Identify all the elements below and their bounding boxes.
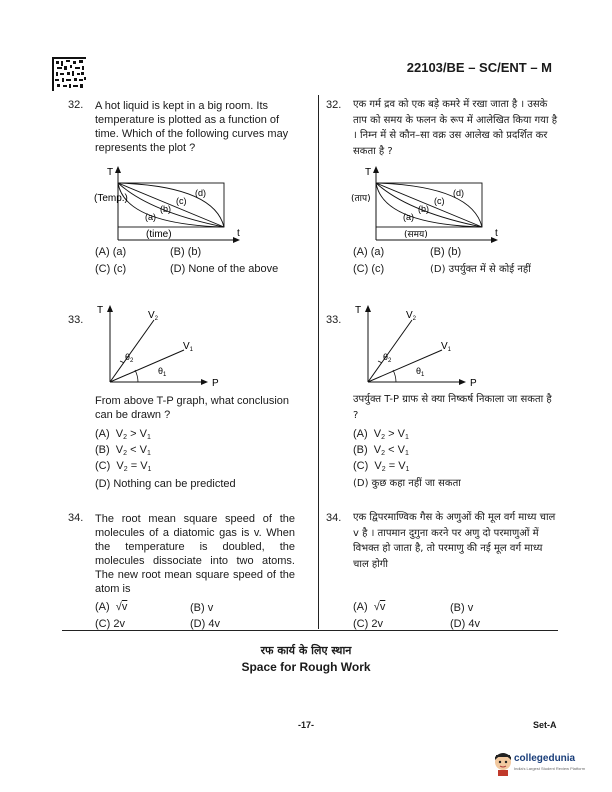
xlabel: (time) [146,229,172,240]
q33-option-d-hi[interactable]: (D) कुछ कहा नहीं जा सकता [353,478,461,489]
q34-option-d-en[interactable]: (D) 4v [190,618,220,630]
ylabel: (ताप) [351,194,371,204]
q33-graph-hi [346,300,496,392]
theta2-label: $\theta_2$ [383,352,392,364]
curve-d-label: (d) [195,188,206,198]
q33-option-b-en[interactable]: (B) $V_2 < V_1$ [95,444,151,457]
q32-text-hi: एक गर्म द्रव को एक बड़े कमरे में रखा जाता है । उसके ताप को समय के फलन के रूप में आलेखित किया गया है । निम्न में से कौन–सा वक्र उस आलेख को प्रदर्शित कर सकता है ? [353,99,558,157]
curve-b-label: (b) [160,204,171,214]
q34-number-en: 34. [68,512,84,524]
q33-number-hi: 33. [326,314,342,326]
xlabel: (समय) [404,230,428,240]
angle-arc-1 [393,370,396,382]
qr-code-icon [52,57,86,91]
q34-number-hi: 34. [326,512,342,524]
q32-text-en: A hot liquid is kept in a big room. Its temperature is plotted as a function of time. Which of the following curves may represents the plot ? [95,100,289,154]
q32-option-b-hi[interactable]: (B) (b) [430,246,462,258]
theta2-label: $\theta_2$ [125,352,134,364]
theta1-label: $\theta_1$ [416,366,425,378]
page-number: -17- [297,720,314,730]
q33-option-a-hi[interactable]: (A) $V_2 > V_1$ [353,428,409,441]
q32-option-d-en[interactable]: (D) None of the above [170,263,279,275]
q32-option-d-hi[interactable]: (D) उपर्युक्त में से कोई नहीं [430,264,531,275]
y-axis-label: T [365,167,372,178]
curve-c [376,183,482,227]
q34-option-b-hi[interactable]: (B) v [450,602,474,614]
q32-option-c-en[interactable]: (C) (c) [95,263,127,275]
y-axis-label: T [97,305,104,316]
q32-option-b-en[interactable]: (B) (b) [170,246,202,258]
q33-option-c-en[interactable]: (C) $V_2 = V_1$ [95,460,152,473]
v1-label: $V_1$ [183,341,194,353]
angle-arc-2 [120,361,124,363]
rough-work-label-hi: रफ कार्य के लिए स्थान [260,644,352,657]
q32-option-a-hi[interactable]: (A) (a) [353,246,385,258]
x-arrow-icon [201,379,208,385]
x-arrow-icon [459,379,466,385]
ylabel: (Temp.) [94,193,128,204]
q34-option-c-hi[interactable]: (C) 2v [353,618,383,630]
q34-option-d-hi[interactable]: (D) 4v [450,618,480,630]
q34-option-a-hi[interactable]: (A) √v [353,601,386,613]
column-divider [318,95,319,629]
set-label: Set-A [533,720,557,730]
v2-label: $V_2$ [406,310,417,322]
q32-option-c-hi[interactable]: (C) (c) [353,263,385,275]
q34-option-b-en[interactable]: (B) v [190,602,214,614]
x-axis-label: P [212,378,219,389]
curve-c-label: (c) [176,196,187,206]
rough-work-label-en: Space for Rough Work [241,660,371,674]
x-axis-label: t [495,228,498,239]
q33-text-en: From above T-P graph, what conclusion can be drawn ? [95,395,290,421]
y-arrow-icon [107,305,113,312]
curve-b-label: (b) [418,204,429,214]
q33-option-a-en[interactable]: (A) $V_2 > V_1$ [95,428,151,441]
paper-code: 22103/BE – SC/ENT – M [406,60,552,75]
x-axis-label: t [237,228,240,239]
collegedunia-mascot-icon [493,751,513,777]
y-axis-label: T [107,167,114,178]
q33-text-hi: उपर्युक्त T-P ग्राफ से क्या निष्कर्ष निकाला जा सकता है ? [353,394,552,421]
v2-label: $V_2$ [148,310,159,322]
curve-d-label: (d) [453,188,464,198]
curve-c-label: (c) [434,196,445,206]
curve-a-label: (a) [403,212,414,222]
q33-option-d-en[interactable]: (D) Nothing can be predicted [95,478,236,490]
q34-text-hi: एक द्विपरमाण्विक गैस के अणुओं की मूल वर्ग माध्य चाल v है । तापमान दुगुना करने पर अणु दो परमाणुओं में विभक्त हो जाता है, तो परमाणु की नई मूल वर्ग माध्य चाल होगी [353,512,556,570]
q32-number-hi: 32. [326,99,342,111]
bottom-divider [62,630,558,631]
y-arrow-icon [373,166,379,173]
y-axis-label: T [355,305,362,316]
angle-arc-2 [378,361,382,363]
q32-graph-en [90,164,250,246]
q32-number-en: 32. [68,99,84,111]
q34-option-c-en[interactable]: (C) 2v [95,618,125,630]
q34-option-a-en[interactable]: (A) √v [95,601,128,613]
curve-a-label: (a) [145,212,156,222]
q33-option-c-hi[interactable]: (C) $V_2 = V_1$ [353,460,410,473]
q33-graph-en [88,300,238,392]
collegedunia-tagline: India's Largest Student Review Platform [514,766,586,771]
q33-option-b-hi[interactable]: (B) $V_2 < V_1$ [353,444,409,457]
q32-graph-hi [348,164,508,246]
q32-option-a-en[interactable]: (A) (a) [95,246,127,258]
curve-c [118,183,224,227]
y-arrow-icon [115,166,121,173]
q34-text-en: The root mean square speed of the molecules of a diatomic gas is v. When the temperature is doubled, the molecules dissociate into two atoms. The new root mean square speed of the atom is [95,513,295,595]
angle-arc-1 [135,370,138,382]
collegedunia-logo-text: collegedunia [514,753,576,764]
x-axis-label: P [470,378,477,389]
theta1-label: $\theta_1$ [158,366,167,378]
y-arrow-icon [365,305,371,312]
v1-label: $V_1$ [441,341,452,353]
q33-number-en: 33. [68,314,84,326]
